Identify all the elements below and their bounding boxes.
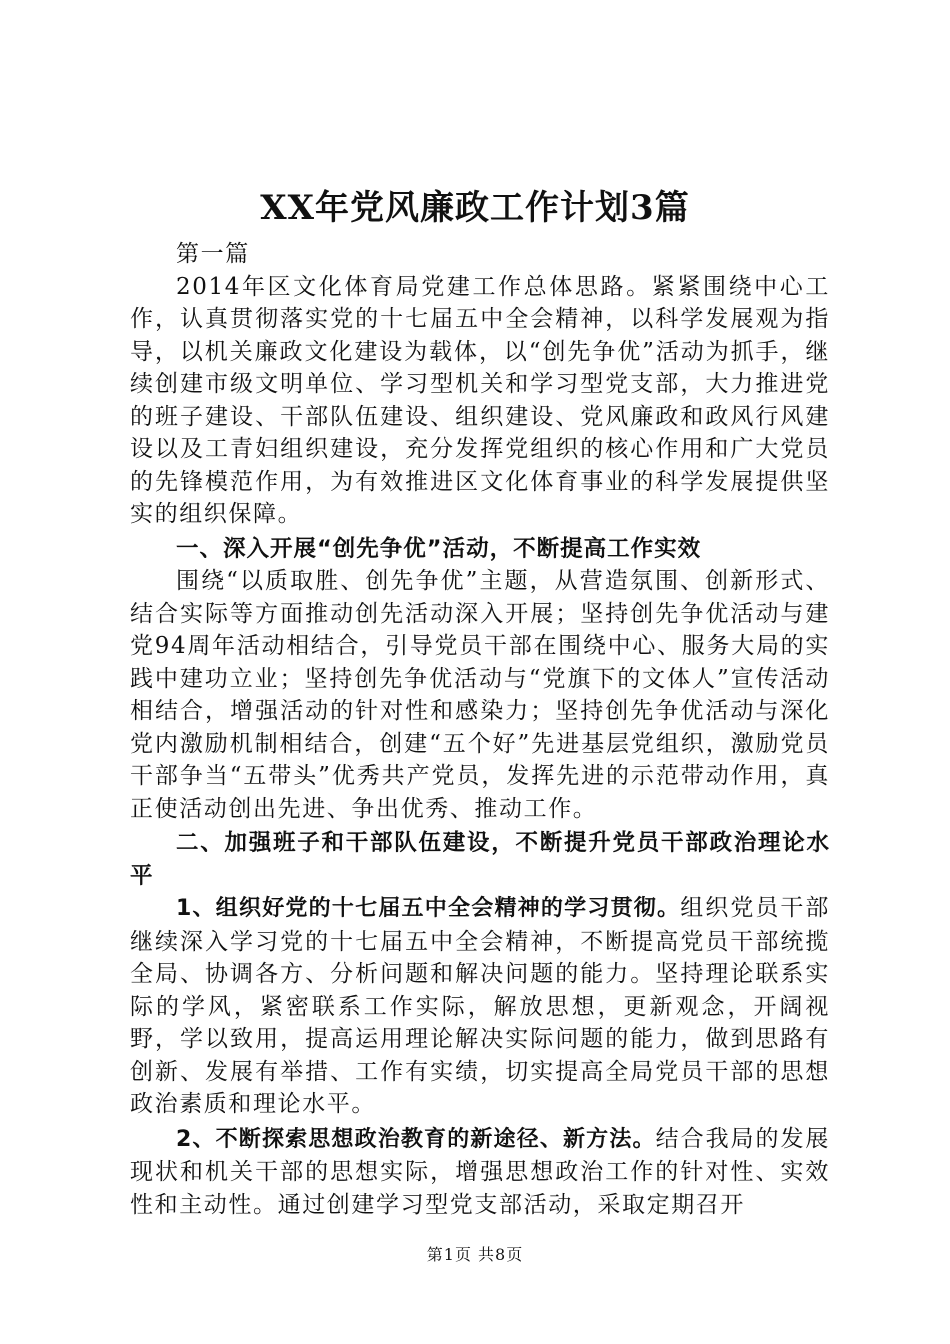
paragraph-text: 组织党员干部继续深入学习党的十七届五中全会精神，不断提高党员干部统揽全局、协调各方、分析问题和解决问题的能力。坚持理论联系实际的学风，紧密联系工作实际，解放思想，更新观念，开阔视野，学以致用，提高运用理论解决实际问题的能力，做到思路有创新、发展有举措、工作有实绩，切实提高全局党员干部的思想政治素质和理论水平。 <box>130 895 830 1117</box>
body-paragraph <box>130 1123 830 1222</box>
section-heading: 一、深入开展“创先争优”活动，不断提高工作实效 <box>176 535 702 562</box>
body-paragraph <box>130 892 830 1121</box>
section-label: 第一篇 <box>176 241 250 267</box>
document-body <box>130 238 830 1221</box>
page-number: 第1页 共8页 <box>426 1245 524 1264</box>
paragraph-lead: 1、组织好党的十七届五中全会精神的学习贯彻。 <box>176 896 681 921</box>
body-paragraph: 围绕“以质取胜、创先争优”主题，从营造氛围、创新形式、结合实际等方面推动创先活动深入开展；坚持创先争优活动与建党94周年活动相结合，引导党员干部在围绕中心、服务大局的实践中建功立业；坚持创先争优活动与“党旗下的文体人”宣传活动相结合，增强活动的针对性和感染力；坚持创先争优活动与深化党内激励机制相结合，创建“五个好”先进基层党组织，激励党员干部争当“五带头”优秀共产党员，发挥先进的示范带动作用，真正使活动创出先进、争出优秀、推动工作。 <box>130 568 830 822</box>
document-title: XX年党风廉政工作计划3篇 <box>260 188 690 228</box>
section-heading: 二、加强班子和干部队伍建设，不断提升党员干部政治理论水平 <box>130 830 830 889</box>
paragraph-text: 结合我局的发展现状和机关干部的思想实际，增强思想政治工作的针对性、实效性和主动性。通过创建学习型党支部活动，采取定期召开 <box>130 1125 831 1218</box>
paragraph-lead: 2、不断探索思想政治教育的新途径、新方法。 <box>176 1126 656 1152</box>
body-paragraph: 2014年区文化体育局党建工作总体思路。紧紧围绕中心工作，认真贯彻落实党的十七届五中全会精神，以科学发展观为指导，以机关廉政文化建设为载体，以“创先争优”活动为抓手，继续创建市级文明单位、学习型机关和学习型党支部，大力推进党的班子建设、干部队伍建设、组织建设、党风廉政和政风行风建设以及工青妇组织建设，充分发挥党组织的核心作用和广大党员的先锋模范作用，为有效推进区文化体育事业的科学发展提供坚实的组织保障。 <box>130 273 830 527</box>
